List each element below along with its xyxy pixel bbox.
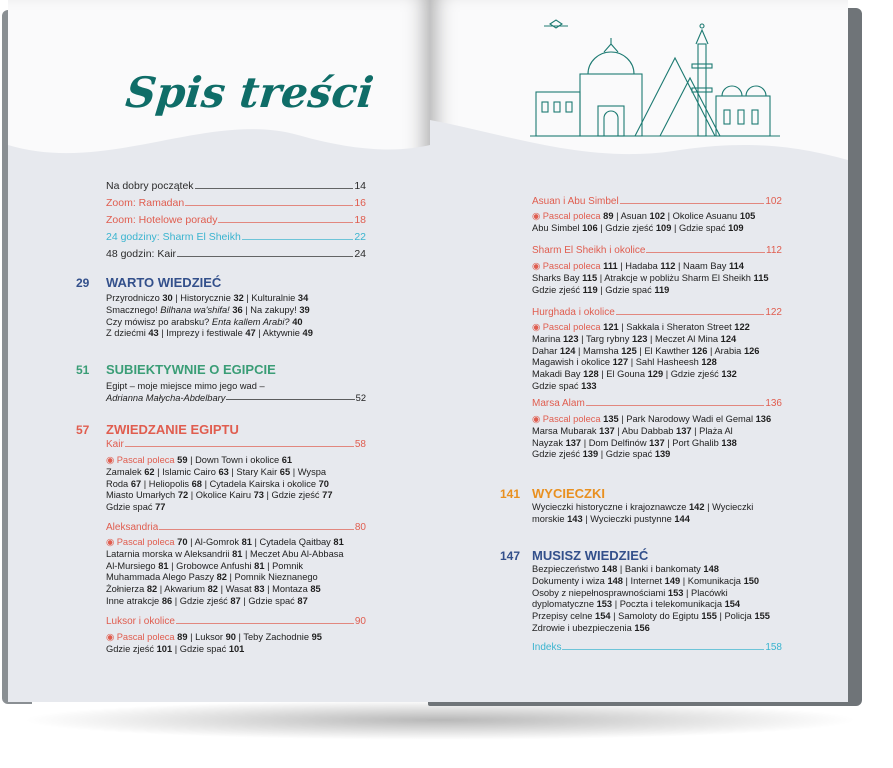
toc-entry-label: Zoom: Ramadan	[106, 197, 185, 209]
section-title-subiektywnie: SUBIEKTYWNIE O EGIPCIE	[106, 362, 276, 377]
author-name: Adrianna Małycha-Abdelbary	[106, 393, 226, 403]
subsection-entries	[106, 455, 366, 514]
subsection-luksor: Luksor i okolice 90	[106, 616, 366, 627]
entry-line: Smacznego! Bilhana wa'shifa! 36 | Na zakupy! 39	[106, 304, 310, 315]
section-entries	[106, 293, 366, 340]
entry-line: morskie 143 | Wycieczki pustynne 144	[532, 513, 690, 524]
entry-line: ◉ Pascal poleca 70 | Al-Gomrok 81 | Cytadela Qaitbay 81	[106, 537, 344, 547]
toc-intro-entry	[106, 248, 366, 260]
entry-line: Zamalek 62 | Islamic Cairo 63 | Stary Kair 65 | Wyspa	[106, 466, 327, 477]
subsection-entries	[532, 414, 792, 461]
subsection-entries	[532, 211, 792, 235]
section-entries	[532, 564, 792, 635]
entry-line: Gdzie spać 133	[532, 380, 597, 391]
subsection-kair: Kair 58	[106, 439, 366, 450]
subsection-sharm: Sharm El Sheikh i okolice 112	[532, 245, 782, 256]
entry-line: Muhammada Alego Paszy 82 | Pomnik Nieznanego	[106, 572, 318, 583]
page-number: 16	[354, 197, 366, 209]
entry-line: Nayzak 137 | Dom Delfinów 137 | Port Ghalib 138	[532, 437, 737, 448]
entry-line: Marina 123 | Targ rybny 123 | Meczet Al Mina 124	[532, 333, 737, 344]
section-title-wycieczki: WYCIECZKI	[532, 486, 605, 501]
toc-entry-label: Zoom: Hotelowe porady	[106, 214, 218, 226]
entry-line: Makadi Bay 128 | El Gouna 129 | Gdzie zjeść 132	[532, 369, 737, 380]
subsection-hurghada: Hurghada i okolice 122	[532, 307, 782, 318]
book-shadow	[20, 700, 860, 740]
subsection-entries	[532, 322, 792, 393]
entry-line: Miasto Umarłych 72 | Okolice Kairu 73 | Gdzie zjeść 77	[106, 490, 333, 501]
entry-line: Osoby z niepełnosprawnościami 153 | Placówki	[532, 587, 728, 598]
entry-line: ◉ Pascal poleca 111 | Hadaba 112 | Naam Bay 114	[532, 261, 744, 271]
entry-line: Abu Simbel 106 | Gdzie zjeść 109 | Gdzie spać 109	[532, 222, 744, 233]
toc-intro-entry	[106, 180, 366, 192]
subsection-marsa-alam: Marsa Alam 136	[532, 398, 782, 409]
toc-entry-label: Na dobry początek	[106, 180, 194, 192]
entry-line: ◉ Pascal poleca 121 | Sakkala i Sheraton Street 122	[532, 322, 750, 332]
entry-line: Marsa Mubarak 137 | Abu Dabbab 137 | Plaża Al	[532, 425, 733, 436]
page-number: 24	[354, 248, 366, 260]
entry-line: dyplomatyczne 153 | Poczta i telekomunikacja 154	[532, 599, 741, 610]
page-number: 52	[355, 393, 366, 403]
index-entry: Indeks 158	[532, 642, 782, 653]
entry-line: Z dziećmi 43 | Imprezy i festiwale 47 | Aktywnie 49	[106, 328, 313, 339]
subsection-entries	[106, 632, 366, 656]
entry-line: Zdrowie i ubezpieczenia 156	[532, 622, 650, 633]
page-title: Spis treści	[123, 68, 376, 117]
entry-line: Roda 67 | Heliopolis 68 | Cytadela Kairska i okolice 70	[106, 478, 329, 489]
page-number: 22	[354, 231, 366, 243]
toc-intro-entry	[106, 214, 366, 226]
subsection-entries	[106, 537, 366, 608]
entry-line: Gdzie zjeść 139 | Gdzie spać 139	[532, 449, 671, 460]
entry-line: Sharks Bay 115 | Atrakcje w pobliżu Sharm El Sheikh 115	[532, 272, 769, 283]
egypt-skyline-icon	[520, 14, 790, 144]
entry-line: Przepisy celne 154 | Samoloty do Egiptu 155 | Policja 155	[532, 611, 770, 622]
section-number: 29	[76, 276, 90, 290]
section-number: 147	[500, 549, 521, 563]
section-title-musisz-wiedziec: MUSISZ WIEDZIEĆ	[532, 548, 649, 563]
toc-entry-label: 24 godziny: Sharm El Sheikh	[106, 231, 241, 243]
section-entry-line: Egipt – moje miejsce mimo jego wad –	[106, 381, 265, 391]
entry-line: ◉ Pascal poleca 89 | Luksor 90 | Teby Zachodnie 95	[106, 632, 322, 642]
entry-line: Al-Mursiego 81 | Grobowce Anfushi 81 | Pomnik	[106, 560, 304, 571]
page-number: 18	[354, 214, 366, 226]
toc-intro-entry	[106, 231, 366, 243]
entry-line: Latarnia morska w Aleksandrii 81 | Meczet Abu Al-Abbasa	[106, 548, 344, 559]
section-title-zwiedzanie: ZWIEDZANIE EGIPTU	[106, 422, 239, 437]
entry-line: Dahar 124 | Mamsha 125 | El Kawther 126 | Arabia 126	[532, 345, 760, 356]
entry-line: Wycieczki historyczne i krajoznawcze 142 | Wycieczki	[532, 502, 754, 512]
right-page	[430, 0, 848, 702]
entry-line: ◉ Pascal poleca 59 | Down Town i okolice 61	[106, 455, 293, 465]
section-number: 141	[500, 487, 521, 501]
toc-entry-label: 48 godzin: Kair	[106, 248, 177, 260]
section-number: 57	[76, 423, 90, 437]
entry-line: Gdzie spać 77	[106, 502, 166, 513]
entry-line: ◉ Pascal poleca 135 | Park Narodowy Wadi el Gemal 136	[532, 414, 772, 424]
entry-line: Czy mówisz po arabsku? Enta kallem Arabi? 40	[106, 316, 303, 327]
left-page	[8, 0, 430, 702]
section-entries	[532, 502, 792, 526]
toc-intro-entry	[106, 197, 366, 209]
subsection-aleksandria: Aleksandria 80	[106, 522, 366, 533]
entry-line: Magawish i okolice 127 | Sahl Hasheesh 128	[532, 357, 717, 368]
entry-line: Dokumenty i wiza 148 | Internet 149 | Komunikacja 150	[532, 575, 760, 586]
page-number: 14	[354, 180, 366, 192]
entry-line: Bezpieczeństwo 148 | Banki i bankomaty 148	[532, 564, 719, 574]
subsection-asuan: Asuan i Abu Simbel 102	[532, 196, 782, 207]
entry-line: Żołnierza 82 | Akwarium 82 | Wasat 83 | Montaza 85	[106, 584, 321, 595]
entry-line: Gdzie zjeść 119 | Gdzie spać 119	[532, 284, 670, 295]
section-number: 51	[76, 363, 90, 377]
section-title-warto-wiedziec: WARTO WIEDZIEĆ	[106, 275, 222, 290]
entry-line: Inne atrakcje 86 | Gdzie zjeść 87 | Gdzie spać 87	[106, 595, 308, 606]
subsection-entries	[532, 261, 792, 296]
section-entry-author	[106, 393, 366, 403]
entry-line: ◉ Pascal poleca 89 | Asuan 102 | Okolice Asuanu 105	[532, 211, 756, 221]
entry-line: Gdzie zjeść 101 | Gdzie spać 101	[106, 643, 245, 654]
entry-line: Przyrodniczo 30 | Historycznie 32 | Kulturalnie 34	[106, 293, 309, 303]
